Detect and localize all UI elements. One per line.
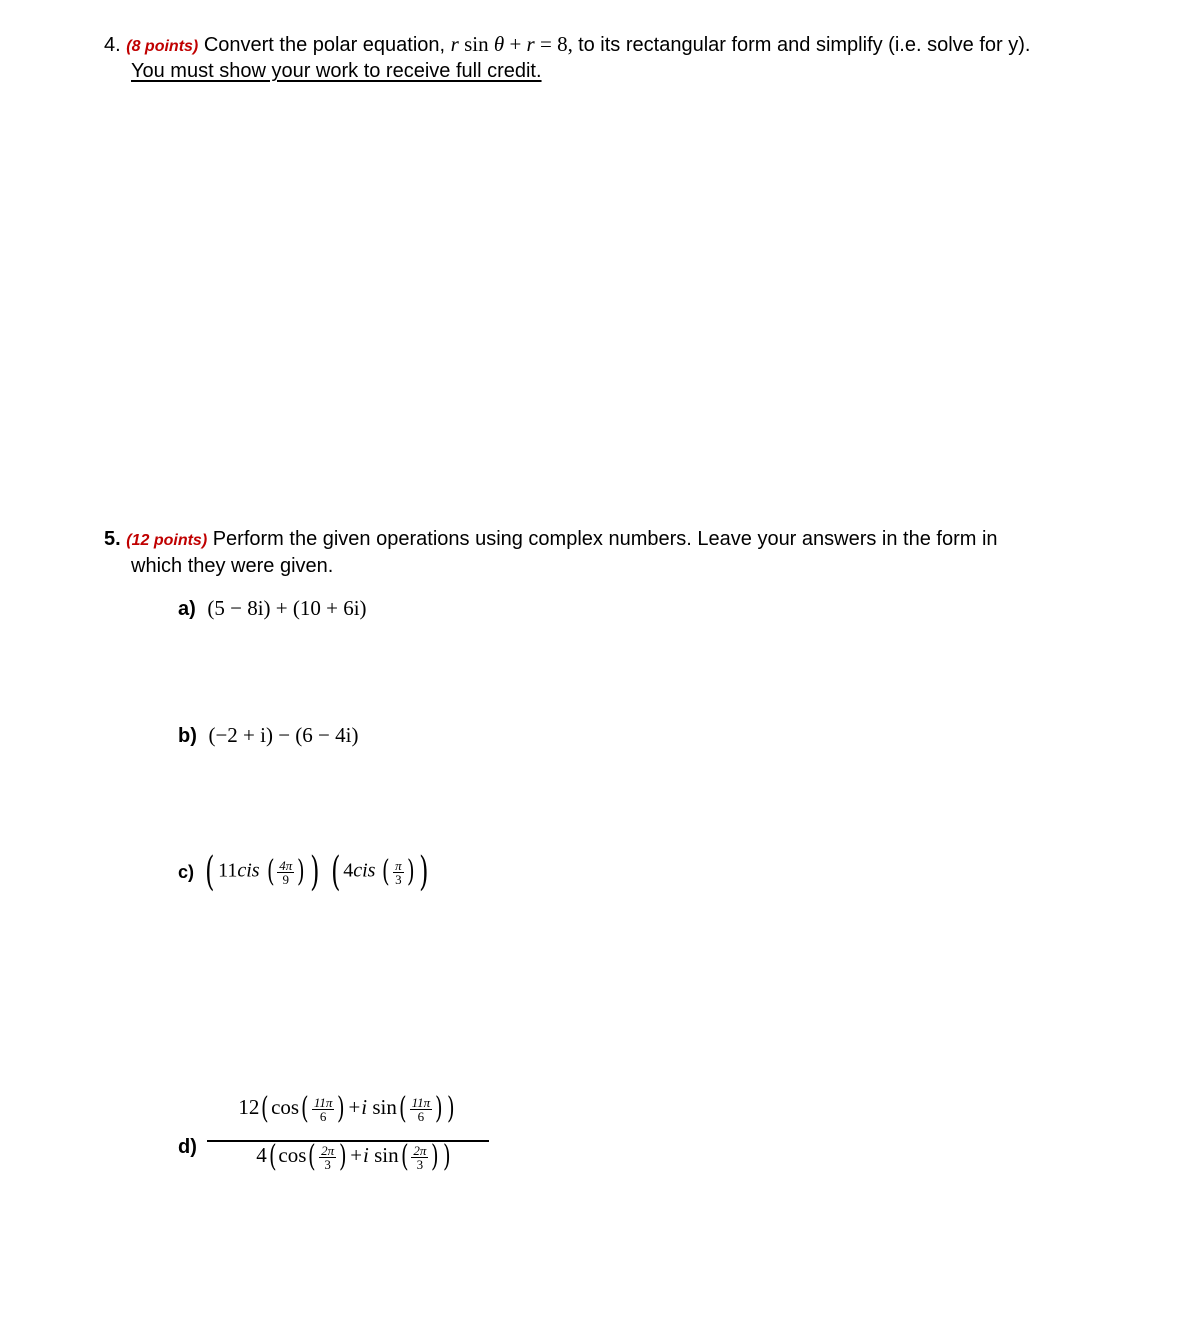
part-b xyxy=(178,722,358,749)
expression-d xyxy=(205,1091,490,1188)
points-label: (8 points) xyxy=(126,38,199,55)
question-text: Convert the polar equation, xyxy=(203,34,446,56)
part-label: b) xyxy=(178,725,197,747)
part-label: c) xyxy=(178,861,195,882)
points-label: (12 points) xyxy=(126,532,208,549)
expression-a: (5 − 8i) + (10 + 6i) xyxy=(207,596,367,620)
numerator: 12(cos( $\frac{11\pi}{6}$ )+i sin( $\frac{11\pi}{6}$ ) ) xyxy=(238,1091,455,1126)
polar-equation: r sin θ + r = 8, xyxy=(450,32,573,56)
question-4-line xyxy=(104,31,1030,60)
question-text-cont: to its rectangular form and simplify (i.e. solve for y). xyxy=(578,34,1031,56)
part-label: a) xyxy=(178,598,196,620)
denominator: 4(cos( $\frac{2\pi}{3}$ )+i sin( $\frac{2\pi}{3}$ ) ) xyxy=(256,1139,451,1174)
question-text: Perform the given operations using complex numbers. Leave your answers in the form in xyxy=(212,528,998,550)
expression-c: ( 11cis ( $\frac{4\pi}{9}$ ) ) ( 4cis ( $\frac{\pi}{3}$ ) ) xyxy=(205,849,429,895)
part-label: d) xyxy=(178,1136,197,1158)
question-text-line2: which they were given. xyxy=(131,555,334,577)
work-note: You must show your work to receive full credit. xyxy=(131,60,542,82)
part-a xyxy=(178,595,367,622)
question-number: 5. xyxy=(104,528,121,550)
question-5-line xyxy=(104,526,998,554)
expression-b: (−2 + i) − (6 − 4i) xyxy=(208,723,359,747)
question-number: 4. xyxy=(104,34,121,56)
part-c xyxy=(178,849,432,902)
